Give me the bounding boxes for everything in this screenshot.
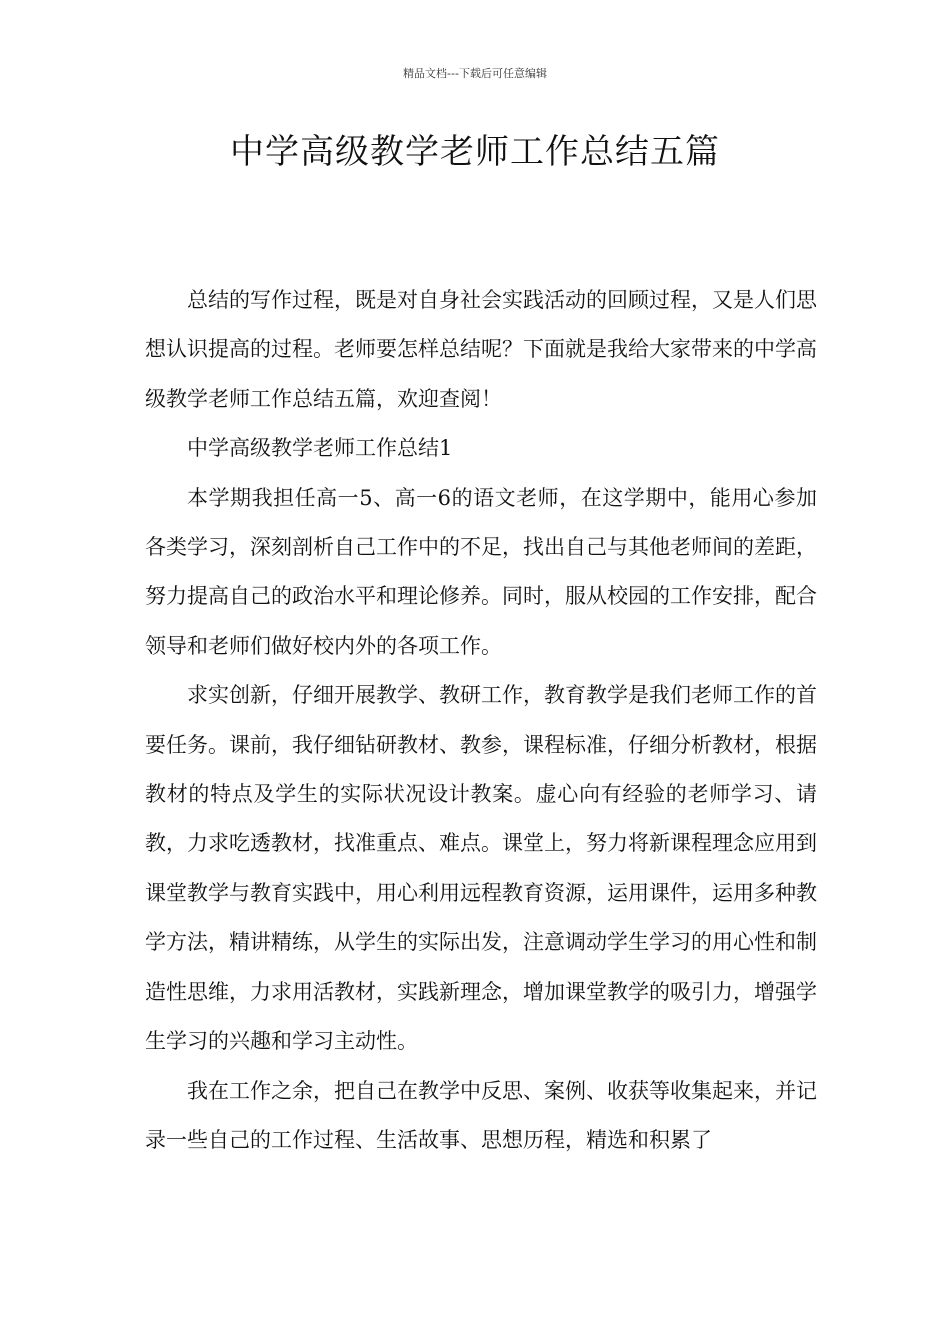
document-body [145,276,817,1165]
paragraph-intro: 总结的写作过程，既是对自身社会实践活动的回顾过程，又是人们思想认识提高的过程。老师要怎样总结呢？下面就是我给大家带来的中学高级教学老师工作总结五篇，欢迎查阅！ [145,288,817,411]
paragraph: 本学期我担任高一5、高一6的语文老师，在这学期中，能用心参加各类学习，深刻剖析自己工作中的不足，找出自己与其他老师间的差距，努力提高自己的政治水平和理论修养。同时，服从校园的工作安排，配合领导和老师们做好校内外的各项工作。 [145,485,817,658]
paragraph: 求实创新，仔细开展教学、教研工作，教育教学是我们老师工作的首要任务。课前，我仔细钻研教材、教参，课程标准，仔细分析教材，根据教材的特点及学生的实际状况设计教案。虚心向有经验的老师学习、请教，力求吃透教材，找准重点、难点。课堂上，努力将新课程理念应用到课堂教学与教育实践中，用心利用远程教育资源，运用课件，运用多种教学方法，精讲精练，从学生的实际出发，注意调动学生学习的用心性和制造性思维，力求用活教材，实践新理念，增加课堂教学的吸引力，增强学生学习的兴趣和学习主动性。 [145,683,817,1054]
paragraph: 我在工作之余，把自己在教学中反思、案例、收获等收集起来，并记录一些自己的工作过程、生活故事、思想历程，精选和积累了 [145,1078,817,1152]
document-title: 中学高级教学老师工作总结五篇 [230,132,720,172]
header-note: 精品文档---下载后可任意编辑 [403,67,547,80]
section-heading: 中学高级教学老师工作总结1 [187,436,453,461]
